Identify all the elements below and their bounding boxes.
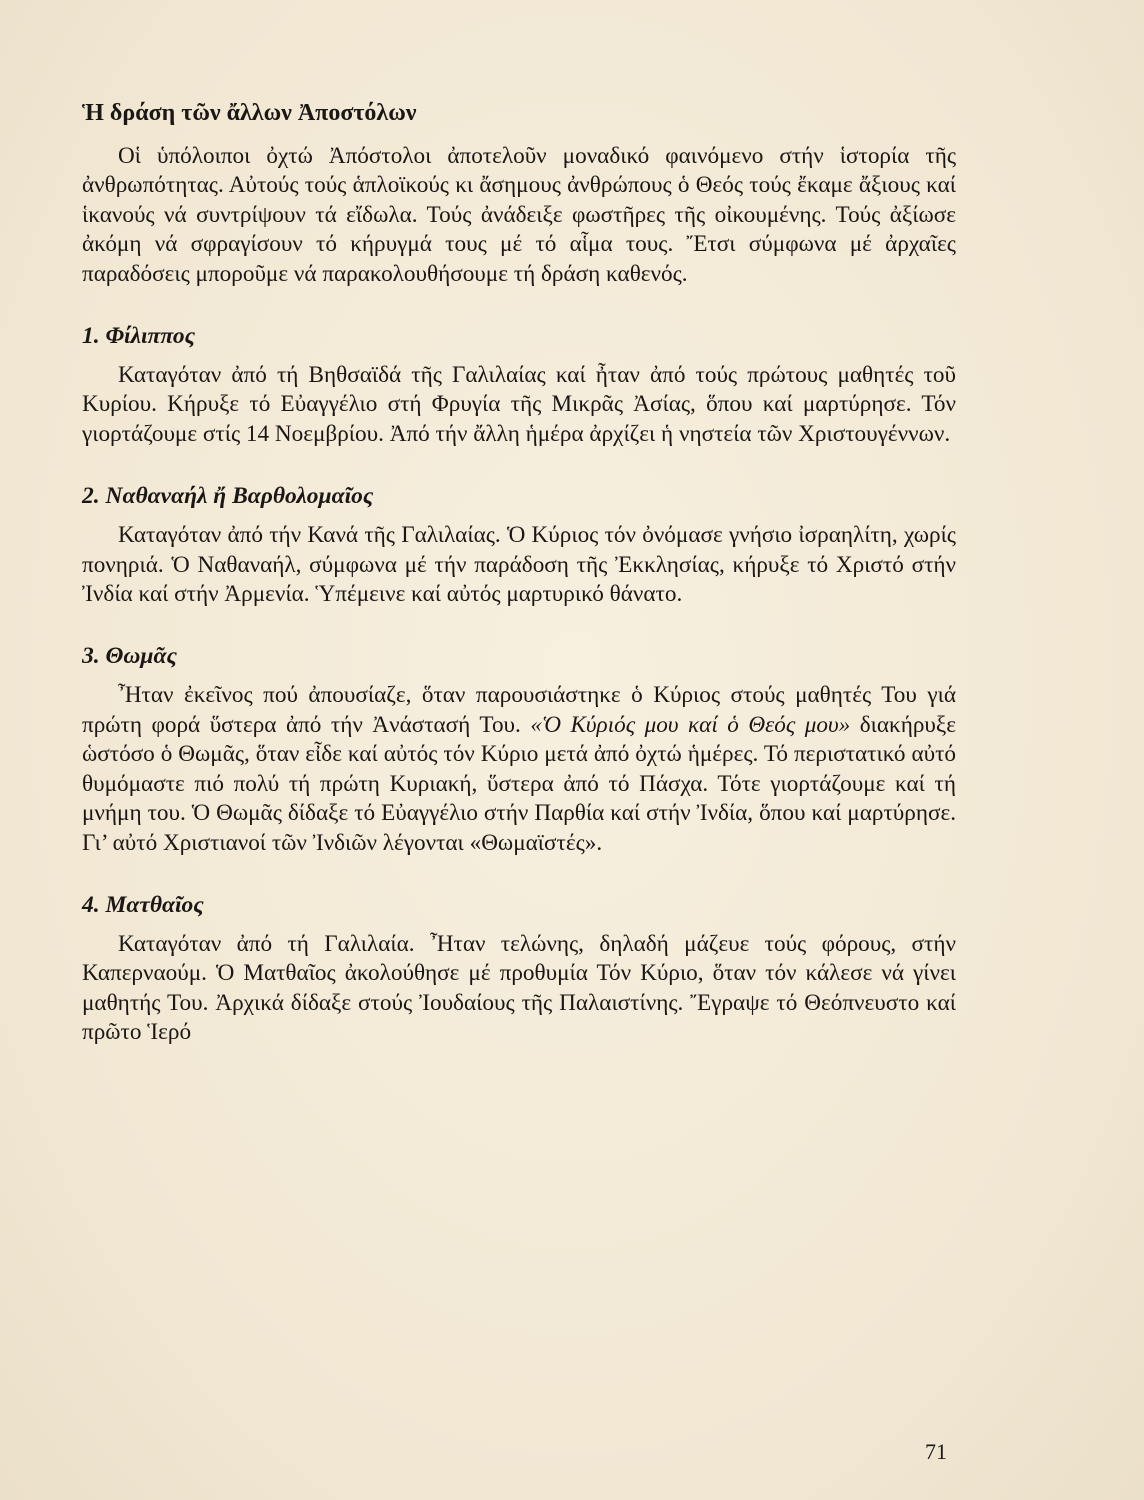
page-content xyxy=(82,98,956,1048)
section-title: 2. Ναθαναήλ ἤ Βαρθολομαῖος xyxy=(82,483,374,510)
section-text: Καταγόταν ἀπό τήν Κανά τῆς Γαλιλαίας. Ὁ Κύριος τόν ὀνόμασε γνήσιο ἰσραηλίτη, χωρίς πονηριά. Ὁ Ναθαναήλ, σύμφωνα μέ τήν παράδοση τῆς Ἐκκλησίας, κήρυξε τό Χριστό στήν Ἰνδία καί στήν Ἀρμενία. Ὑπέμεινε καί αὐτός μαρτυρικό θάνατο. xyxy=(82,522,956,608)
section-philip xyxy=(82,321,956,449)
intro-paragraph: Οἱ ὑπόλοιποι ὀχτώ Ἀπόστολοι ἀποτελοῦν μοναδικό φαινόμενο στήν ἱστορία τῆς ἀνθρωπότητας. Αὐτούς τούς ἁπλοϊκούς κι ἄσημους ἀνθρώπους ὁ Θεός τούς ἔκαμε ἄξιους καί ἱκανούς νά συντρίψουν τά εἴδωλα. Τούς ἀνάδειξε φωστῆρες τῆς οἰκουμένης. Τούς ἀξίωσε ἀκόμη νά σφραγίσουν τό κήρυγμά τους μέ τό αἷμα τους. Ἔτσι σύμφωνα μέ ἀρχαῖες παραδόσεις μποροῦμε νά παρακολουθήσουμε τή δράση καθενός. xyxy=(82,143,956,287)
section-matthew xyxy=(82,890,956,1048)
section-text xyxy=(82,681,956,857)
text-before-quote: Ἦταν ἐκεῖνος πού ἀπουσίαζε, ὅταν παρουσιάστηκε ὁ Κύριος στούς μαθητές Του γιά πρώτη φορά ὕστερα ἀπό τήν Ἀνάστασή Του. xyxy=(82,682,956,738)
section-title: 3. Θωμᾶς xyxy=(82,643,177,670)
section-thomas xyxy=(82,641,956,857)
chapter-heading: Ἡ δράση τῶν ἄλλων Ἀποστόλων xyxy=(82,100,417,126)
page-number: 71 xyxy=(925,1439,947,1464)
section-text: Καταγόταν ἀπό τή Γαλιλαία. Ἦταν τελώνης, δηλαδή μάζευε τούς φόρους, στήν Καπερναούμ. Ὁ Ματθαῖος ἀκολούθησε μέ προθυμία Τόν Κύριο, ὅταν τόν κάλεσε νά γίνει μαθητής Του. Ἀρχικά δίδαξε στούς Ἰουδαίους τῆς Παλαιστίνης. Ἔγραψε τό Θεόπνευστο καί πρῶτο Ἱερό xyxy=(82,930,956,1046)
section-title: 1. Φίλιππος xyxy=(82,323,196,350)
section-text: Καταγόταν ἀπό τή Βηθσαϊδά τῆς Γαλιλαίας καί ἦταν ἀπό τούς πρώτους μαθητές τοῦ Κυρίου. Κήρυξε τό Εὐαγγέλιο στή Φρυγία τῆς Μικρᾶς Ἀσίας, ὅπου καί μαρτύρησε. Τόν γιορτάζουμε στίς 14 Νοεμβρίου. Ἀπό τήν ἄλλη ἡμέρα ἀρχίζει ἡ νηστεία τῶν Χριστουγέννων. xyxy=(82,362,956,447)
quote: «Ὁ Κύριός μου καί ὁ Θεός μου» xyxy=(530,711,851,738)
section-nathanael xyxy=(82,481,956,609)
text-after-quote: διακήρυξε ὡστόσο ὁ Θωμᾶς, ὅταν εἶδε καί αὐτός τόν Κύριο μετά ἀπό ὀχτώ ἡμέρες. Τό περιστατικό αὐτό θυμόμαστε πιό πολύ τή πρώτη Κυριακή, ὕστερα ἀπό τό Πάσχα. Τότε γιορτάζουμε καί τή μνήμη του. Ὁ Θωμᾶς δίδαξε τό Εὐαγγέλιο στήν Παρθία καί στήν Ἰνδία, ὅπου καί μαρτύρησε. Γι’ αὐτό Χριστιανοί τῶν Ἰνδιῶν λέγονται «Θωμαϊστές». xyxy=(82,711,956,856)
section-title: 4. Ματθαῖος xyxy=(82,891,204,918)
